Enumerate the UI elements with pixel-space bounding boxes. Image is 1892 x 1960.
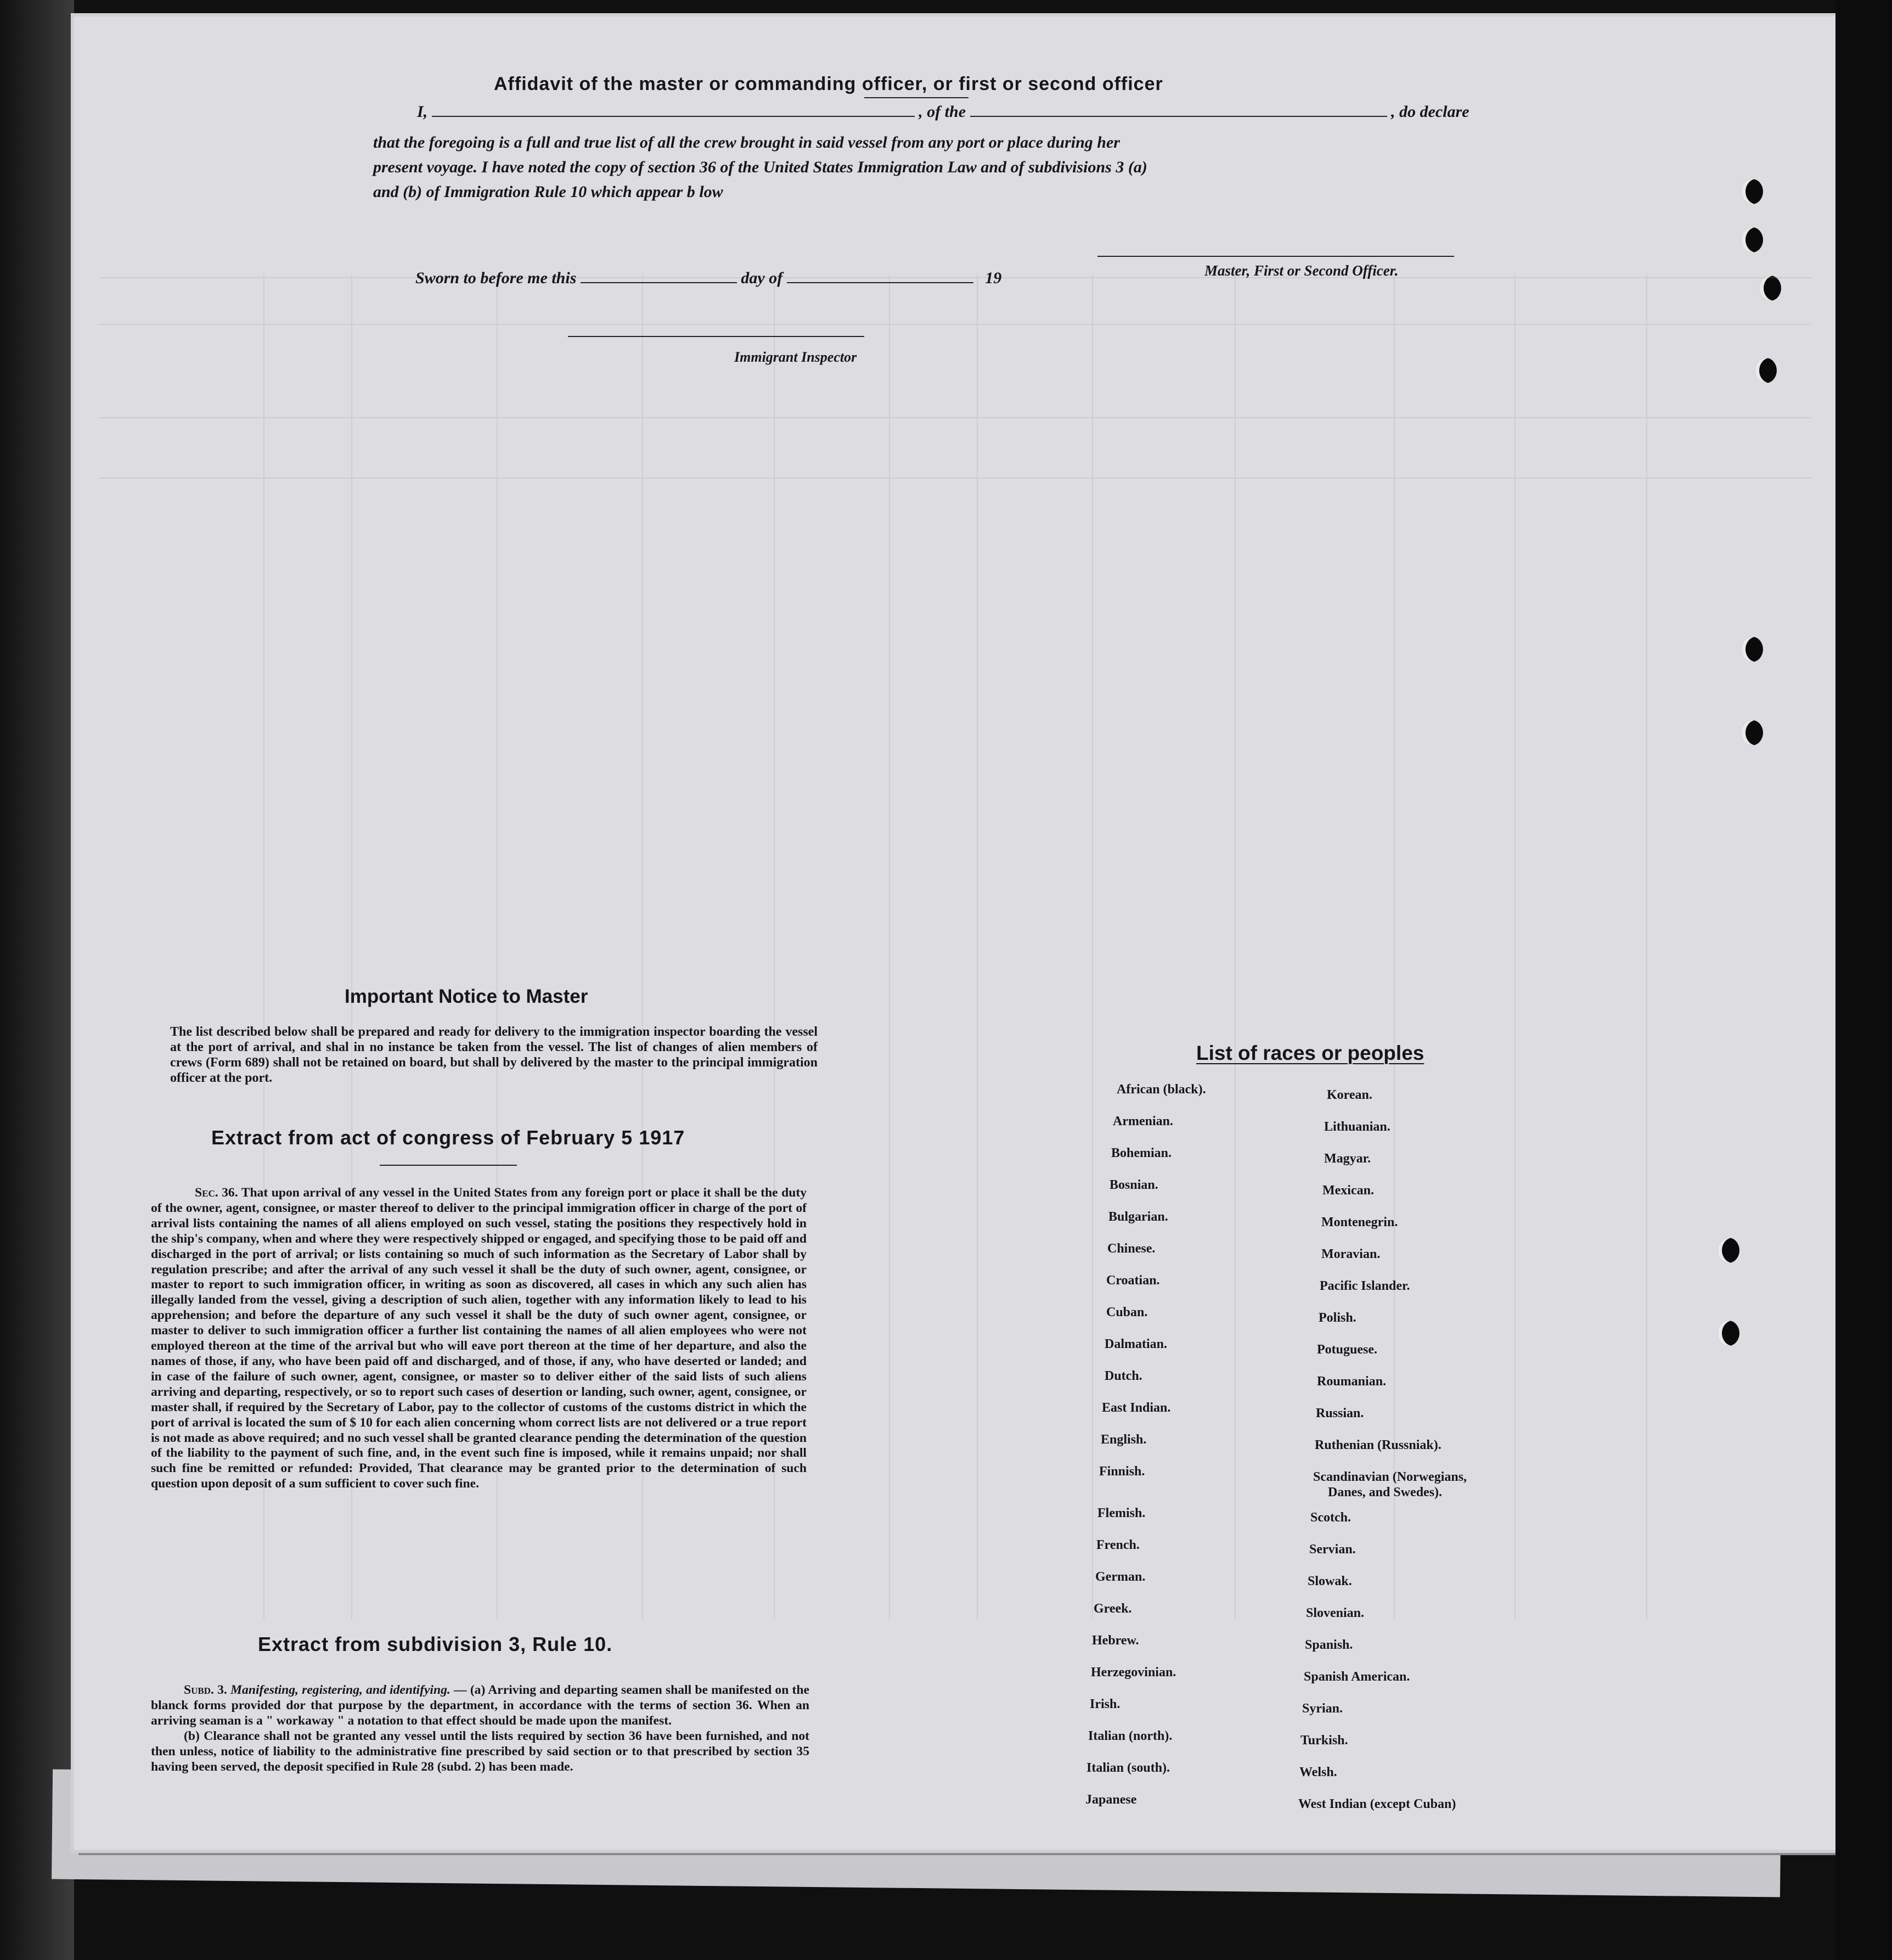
master-signature-label: Master, First or Second Officer. [1204,262,1399,279]
races-title: List of races or peoples [1196,1042,1424,1064]
race-item: Magyar. [1324,1152,1371,1166]
title-underline [864,97,968,98]
race-item: Bosnian. [1110,1178,1158,1192]
race-item: Italian (north). [1088,1729,1173,1743]
race-item: German. [1095,1570,1146,1584]
affidavit-line-1 [417,103,1469,121]
affidavit-title: Affidavit of the master or commanding officer, or first or second officer [494,74,1163,94]
race-item: Armenian. [1113,1114,1173,1128]
race-item: Servian. [1309,1542,1356,1557]
race-item: Scotch. [1310,1510,1351,1525]
race-item: Bohemian. [1111,1146,1172,1160]
race-item: Slovenian. [1306,1606,1365,1620]
race-item: Chinese. [1107,1242,1156,1256]
scanner-edge [1835,0,1892,1960]
punch-hole-icon [1741,720,1763,745]
race-item: East Indian. [1102,1401,1171,1415]
para-a-text: — (a) Arriving and departing seamen shall be manifested on the blanck forms provided dor that purpose by the department, in accordance with the terms of section 36. When an arriving seaman is a " workaway " a notation to that effect should be made upon the manifest. [151,1683,810,1728]
race-item: Herzegovinian. [1091,1665,1176,1680]
affidavit-line-4: and (b) of Immigration Rule 10 which appear b low [373,183,723,201]
notice-body: The list described below shall be prepared and ready for delivery to the immigration inspector boarding the vessel at the port of arrival, and shal in no instance be taken from the vessel. The list of changes of alien members of crews (Form 689) shall not be retained on board, but shall by delivered by the master to the principal immigration officer at the port. [170,1025,818,1085]
punch-hole-icon [1755,358,1777,383]
race-item: Mexican. [1322,1183,1374,1198]
act-extract-title: Extract from act of congress of February 5 1917 [211,1126,685,1149]
sworn-prefix: Sworn to before me this [415,269,577,287]
section-36-text [151,1186,807,1492]
race-item: Cuban. [1106,1305,1148,1319]
affidavit-i-label: I, [417,103,428,121]
race-item: Syrian. [1302,1701,1343,1716]
race-item: Montenegrin. [1321,1215,1398,1229]
race-item: Russian. [1316,1406,1364,1420]
para-a [151,1682,809,1728]
day-blank [581,282,737,283]
race-item: Moravian. [1321,1247,1381,1261]
race-item: English. [1101,1433,1147,1447]
race-item: Bulgarian. [1108,1210,1168,1224]
race-item: Turkish. [1300,1733,1348,1748]
race-item: French. [1096,1538,1140,1552]
race-item: Potuguese. [1317,1343,1377,1357]
day-of-label: day of [741,269,783,287]
name-blank [432,116,915,117]
race-item: Pacific Islander. [1320,1279,1410,1293]
inspector-label: Immigrant Inspector [734,349,857,365]
race-item: Ruthenian (Russniak). [1315,1438,1441,1452]
subd-label: Subd. 3. [184,1683,227,1697]
race-item: Hebrew. [1092,1633,1139,1648]
subd-heading: Manifesting, registering, and identifying. [230,1683,451,1697]
race-item: Roumanian. [1317,1374,1387,1389]
section-label: Sec. 36. [195,1186,238,1200]
declare-label: , do declare [1391,103,1469,121]
manifest-sheet [74,16,1835,1850]
sworn-line [415,269,1001,288]
race-item: Italian (south). [1086,1761,1170,1775]
month-blank [787,282,973,283]
punch-hole-icon [1718,1321,1739,1346]
race-item: Croatian. [1106,1273,1160,1288]
race-item: Slowak. [1308,1574,1352,1588]
race-item: Korean. [1327,1088,1372,1102]
race-item: Flemish. [1097,1506,1146,1520]
vessel-blank [970,116,1387,117]
race-item: Irish. [1090,1697,1120,1711]
year-label: 19 [985,269,1002,287]
punch-hole-icon [1741,637,1763,662]
race-item: Dutch. [1105,1369,1142,1383]
rule-extract-title: Extract from subdivision 3, Rule 10. [258,1633,613,1655]
race-item: Japanese [1085,1793,1137,1807]
race-item: Spanish. [1305,1638,1353,1652]
punch-hole-icon [1759,276,1781,301]
race-item: Greek. [1094,1602,1132,1616]
race-item: Dalmatian. [1105,1337,1167,1351]
act-title-underline [380,1165,517,1166]
rule-extract-text [151,1682,809,1774]
race-item: Danes, and Swedes). [1328,1485,1443,1500]
race-item: Welsh. [1299,1765,1337,1779]
affidavit-line-3: present voyage. I have noted the copy of section 36 of the United States Immigration Law and of subdivisions 3 (a) [373,158,1147,176]
para-b-text: (b) Clearance shall not be granted any vessel until the lists required by section 36 have been furnished, and not then unless, notice of liability to the administrative fine prescribed by said section or to that prescribed by section 35 having been served, the deposit specified in Rule 28 (subd. 2) has been made. [151,1729,809,1774]
race-item: African (black). [1117,1082,1206,1097]
race-item: Lithuanian. [1324,1120,1390,1134]
affidavit-line-2: that the foregoing is a full and true list of all the crew brought in said vessel from any port or place during her [373,133,1120,151]
inspector-signature-line [568,336,864,337]
scanner-margin [0,0,74,1960]
punch-hole-icon [1718,1238,1739,1263]
race-item: West Indian (except Cuban) [1298,1797,1456,1811]
punch-hole-icon [1741,179,1763,204]
race-item: Polish. [1319,1311,1356,1325]
punch-hole-icon [1741,227,1763,252]
race-item: Scandinavian (Norwegians, [1313,1470,1467,1484]
master-signature-line [1097,256,1454,257]
race-item: Finnish. [1099,1464,1145,1479]
notice-title: Important Notice to Master [345,986,588,1007]
race-item: Spanish American. [1304,1670,1410,1684]
of-the-label: , of the [919,103,966,121]
section-body: That upon arrival of any vessel in the United States from any foreign port or place it shall be the duty of the owner, agent, consignee, or master thereof to deliver to the principal immigration officer in charge of the port of arrival lists containing the names of all aliens employed on such vessel, stating the positions they respectively hold in the ship's company, when and where they were respectively shipped or engaged, and specifying those to be paid off and discharged in the port of arrival; or lists containing so much of such information as the Secretary of Labor shall by regulation prescribe; and after the arrival of any such vessel it shall be the duty of such owner, agent, consignee, or master to report to such immigration officer, in writing as soon as discovered, all cases in which any such alien has illegally landed from the vessel, giving a description of such alien, together with any information likely to lead to his apprehension; and before the departure of any such vessel it shall be the duty of such owner agent, consignee, or master to deliver to such immigration officer a further list containing the names of all alien employees who were not employed thereon at the time of the arrival but who will eave port thereon at the time of her departure, and also the names of those, if any, who have been paid off and discharged, and of those, if any, who have deserted or landed; and in case of the failure of such owner, agent, consignee, or master so to deliver either of the said lists of such aliens arriving and departing, respectively, or so to report such cases of desertion or landing, such owner, agent, consignee, or master shall, if required by the Secretary of Labor, pay to the collector of customs of the customs district in which the port of arrival is located the sum of $ 10 for each alien concerning whom correct lists are not delivered or a true report is not made as above required; and no such vessel shall be granted clearance pending the determination of the question of the liability to the payment of such fine, and, in the event such fine is imposed, while it remains unpaid; nor shall such fine be remitted or refunded: Provided, That clearance may be granted prior to the determination of such question upon deposit of a sum sufficient to cover such fine. [151,1186,807,1491]
